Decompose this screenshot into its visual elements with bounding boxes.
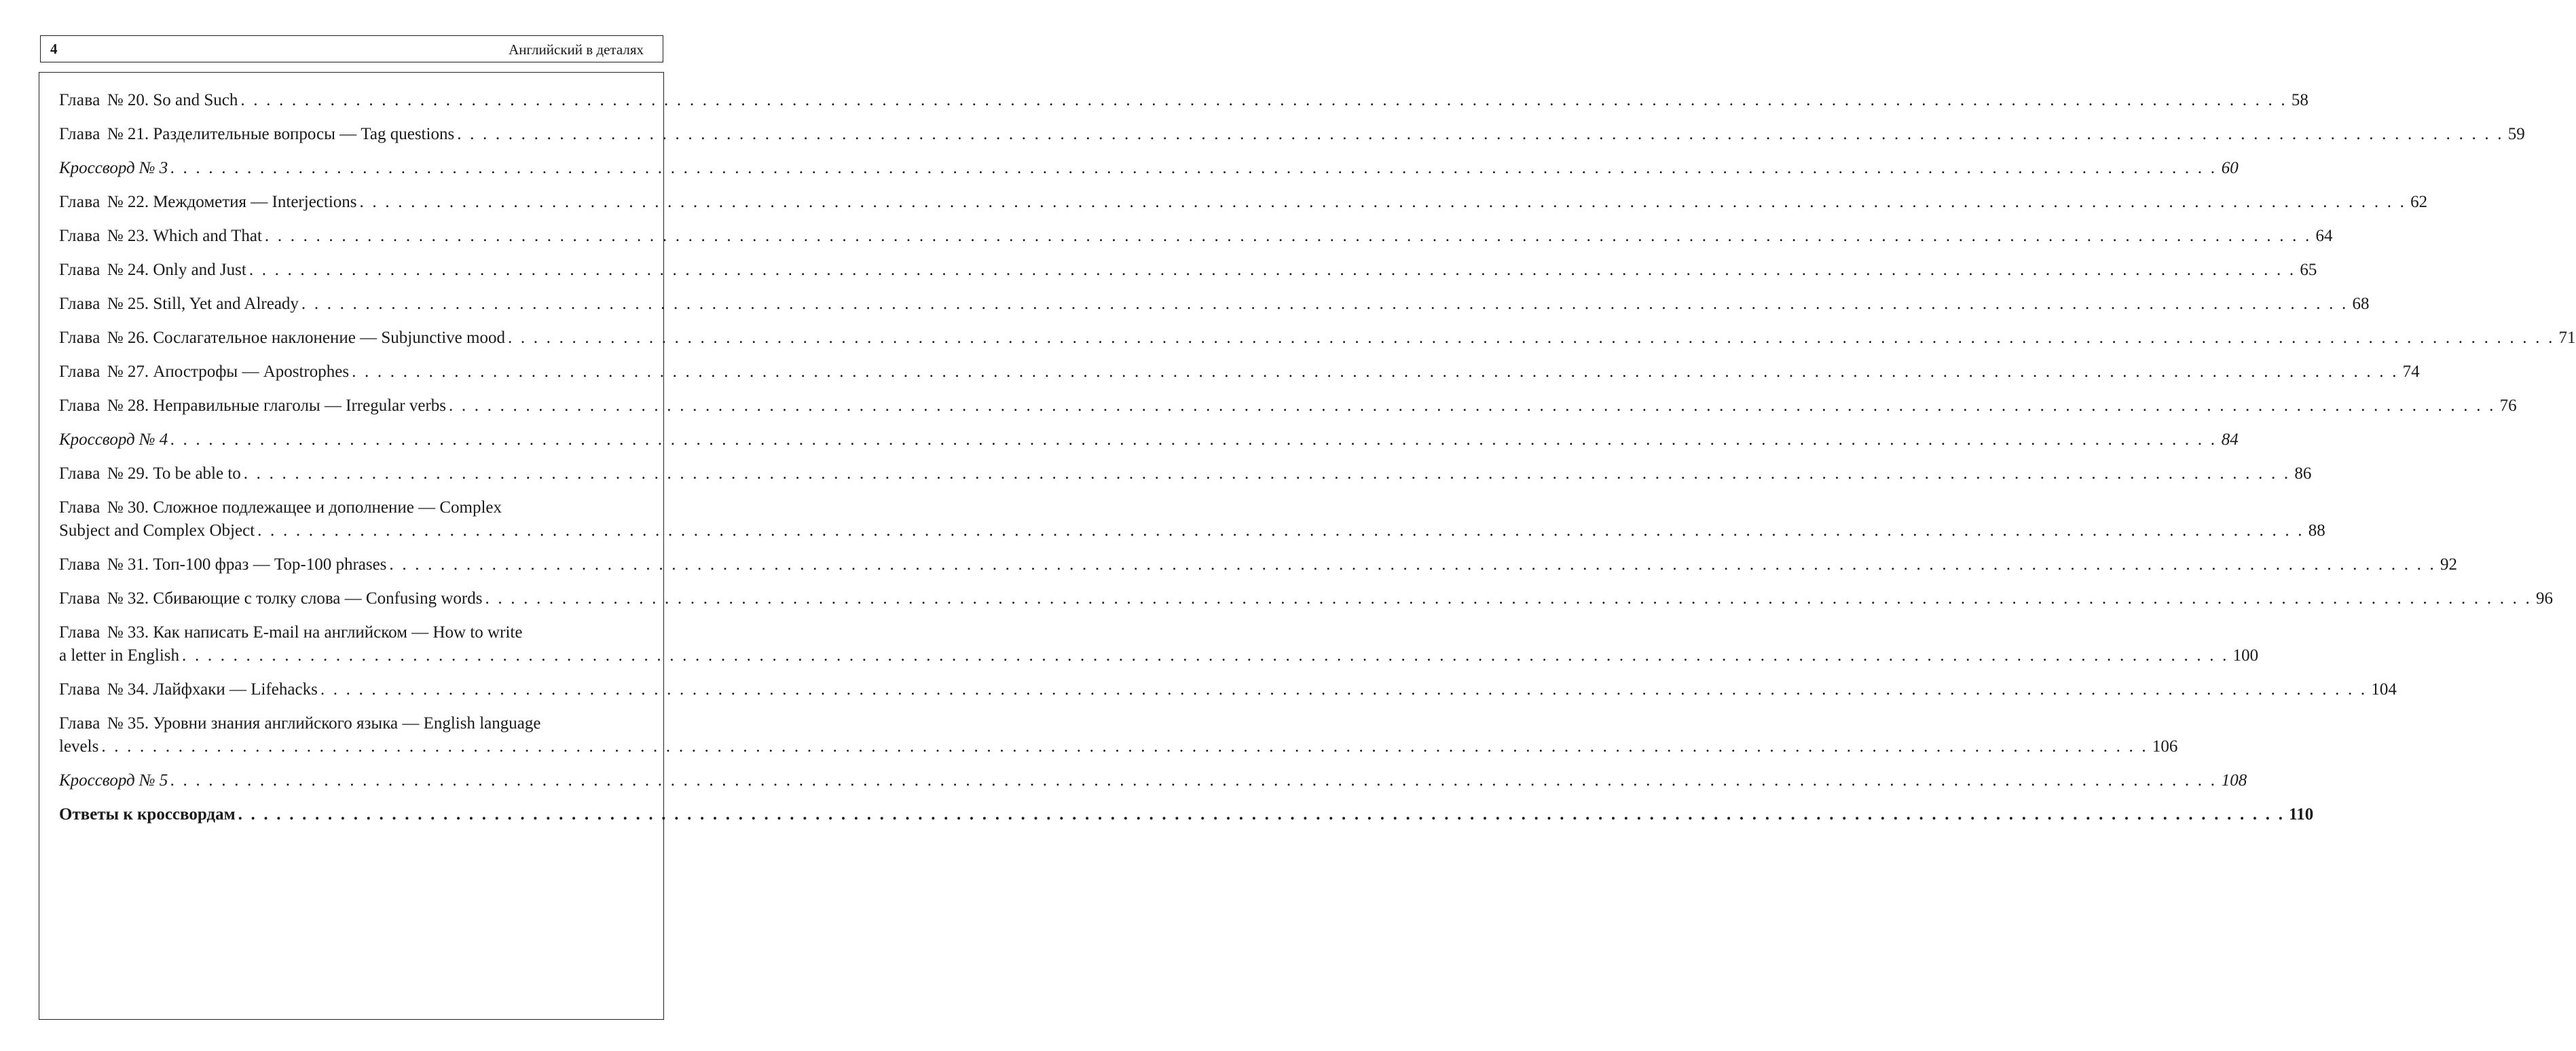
toc-entry-row	[59, 769, 2247, 792]
dot-leader: . . . . . . . . . . . . . . . . . . . . . . . . . . . . . . . . . . . . . . . . . . . . . . . . . . . . . . . . . . . . . . . . . . . . . . . . . . . . . . . . . . . . . . . . . . . . . . . . . . . . . . . . . . . . . . . . . . . . . . . . . . . . . . . . . . . . . . . . . . . . . . . . . . . . . . . . . . . . . . . .	[170, 159, 2218, 177]
dot-leader: . . . . . . . . . . . . . . . . . . . . . . . . . . . . . . . . . . . . . . . . . . . . . . . . . . . . . . . . . . . . . . . . . . . . . . . . . . . . . . . . . . . . . . . . . . . . . . . . . . . . . . . . . . . . . . . . . . . . . . . . . . . . . . . . . . . . . . . . . . . . . . . . . . . . . . . . . . . . . . . .	[101, 737, 2148, 756]
toc-entry-row	[59, 293, 2370, 316]
dot-leader: . . . . . . . . . . . . . . . . . . . . . . . . . . . . . . . . . . . . . . . . . . . . . . . . . . . . . . . . . . . . . . . . . . . . . . . . . . . . . . . . . . . . . . . . . . . . . . . . . . . . . . . . . . . . . . . . . . . . . . . . . . . . . . . . . . . . . . . . . . . . . . . . . . . . . . . . . . . . . . . .	[389, 555, 2436, 574]
toc-entry-title-text: № 32. Сбивающие с толку слова — Confusing words	[107, 589, 483, 608]
toc-entry-page: 60	[2221, 159, 2239, 177]
dot-leader: . . . . . . . . . . . . . . . . . . . . . . . . . . . . . . . . . . . . . . . . . . . . . . . . . . . . . . . . . . . . . . . . . . . . . . . . . . . . . . . . . . . . . . . . . . . . . . . . . . . . . . . . . . . . . . . . . . . . . . . . . . . . . . . . . . . . . . . . . . . . . . . . . . . . . . . . . . . . . . . .	[249, 261, 2296, 279]
toc-entry-title	[59, 394, 449, 418]
dot-leader: . . . . . . . . . . . . . . . . . . . . . . . . . . . . . . . . . . . . . . . . . . . . . . . . . . . . . . . . . . . . . . . . . . . . . . . . . . . . . . . . . . . . . . . . . . . . . . . . . . . . . . . . . . . . . . . . . . . . . . . . . . . . . . . . . . . . . . . . . . . . . . . . . . . . . . . . . . . . . . . .	[352, 363, 2399, 381]
toc-entry-page: 76	[2499, 397, 2517, 415]
toc-entry-page: 108	[2221, 771, 2247, 790]
toc-entry-title-line1: № 35. Уровни знания английского языка — English language	[107, 714, 541, 733]
chapter-prefix: Глава	[59, 125, 100, 143]
toc-entry	[59, 123, 2525, 146]
toc-entry-title-text: a letter in English	[59, 646, 180, 665]
chapter-prefix: Глава	[59, 589, 100, 608]
toc-entry-title-text: Ответы к кроссвордам	[59, 805, 236, 824]
toc-entry-title	[59, 327, 508, 350]
toc-entry-title	[59, 259, 249, 282]
toc-entry-page: 74	[2402, 363, 2420, 381]
toc-entry-title	[59, 123, 457, 146]
toc-entry-first-line	[59, 712, 646, 735]
toc-entry	[59, 327, 2576, 350]
toc-entry-row	[59, 462, 2312, 485]
toc-entry-title	[59, 735, 101, 758]
toc-entry-first-line	[59, 621, 646, 644]
toc-entry-row	[59, 157, 2239, 180]
toc-entry-row	[59, 361, 2420, 384]
dot-leader: . . . . . . . . . . . . . . . . . . . . . . . . . . . . . . . . . . . . . . . . . . . . . . . . . . . . . . . . . . . . . . . . . . . . . . . . . . . . . . . . . . . . . . . . . . . . . . . . . . . . . . . . . . . . . . . . . . . . . . . . . . . . . . . . . . . . . . . . . . . . . . . . . . . . . . . . . . . . . . . .	[485, 589, 2532, 608]
toc-entry-page: 59	[2507, 125, 2525, 143]
toc-entry-page: 58	[2291, 91, 2308, 109]
toc-entry-row	[59, 327, 2576, 350]
toc-entry-row	[59, 587, 2553, 610]
toc-entry-row	[59, 519, 2325, 542]
chapter-prefix: Глава	[59, 714, 100, 733]
dot-leader: . . . . . . . . . . . . . . . . . . . . . . . . . . . . . . . . . . . . . . . . . . . . . . . . . . . . . . . . . . . . . . . . . . . . . . . . . . . . . . . . . . . . . . . . . . . . . . . . . . . . . . . . . . . . . . . . . . . . . . . . . . . . . . . . . . . . . . . . . . . . . . . . . . . . . . . . . . . . . . . .	[457, 125, 2504, 143]
toc-entry-title	[59, 157, 170, 180]
toc-entry	[59, 712, 2178, 758]
toc-entry-title	[59, 553, 389, 576]
toc-entry-page: 86	[2294, 464, 2312, 483]
toc-entry-page: 96	[2536, 589, 2553, 608]
toc-entry-row	[59, 191, 2428, 214]
chapter-prefix: Глава	[59, 680, 100, 699]
toc-entry-row	[59, 735, 2178, 758]
toc-entry-page: 100	[2232, 646, 2259, 665]
toc-entry-title	[59, 587, 485, 610]
toc-entry-title-text: Кроссворд № 5	[59, 771, 168, 790]
dot-leader: . . . . . . . . . . . . . . . . . . . . . . . . . . . . . . . . . . . . . . . . . . . . . . . . . . . . . . . . . . . . . . . . . . . . . . . . . . . . . . . . . . . . . . . . . . . . . . . . . . . . . . . . . . . . . . . . . . . . . . . . . . . . . . . . . . . . . . . . . . . . . . . . . . . . . . . . . . . . . . . .	[257, 521, 2304, 540]
chapter-prefix: Глава	[59, 227, 100, 245]
toc-entry-title-text: № 34. Лайфхаки — Lifehacks	[107, 680, 318, 699]
toc-entry-page: 62	[2410, 193, 2428, 211]
toc-entry-title-text: Кроссворд № 4	[59, 430, 168, 449]
book-title: Английский в деталях	[509, 41, 644, 58]
toc-entry-title-text: № 21. Разделительные вопросы — Tag questions	[107, 125, 455, 143]
toc-entry	[59, 191, 2428, 214]
toc-entry-row	[59, 803, 2314, 826]
toc-entry-title-text: № 29. To be able to	[107, 464, 241, 483]
toc-entry-page: 71	[2558, 329, 2576, 347]
toc-entry-page: 68	[2352, 295, 2370, 313]
toc-entry-title-line1: № 33. Как написать E-mail на английском — How to write	[107, 623, 523, 642]
dot-leader: . . . . . . . . . . . . . . . . . . . . . . . . . . . . . . . . . . . . . . . . . . . . . . . . . . . . . . . . . . . . . . . . . . . . . . . . . . . . . . . . . . . . . . . . . . . . . . . . . . . . . . . . . . . . . . . . . . . . . . . . . . . . . . . . . . . . . . . . . . . . . . . . . . . . . . . . . . . . . . . .	[240, 91, 2287, 109]
chapter-prefix: Глава	[59, 91, 100, 109]
toc-entry	[59, 678, 2397, 701]
toc-entry	[59, 496, 2325, 542]
dot-leader: . . . . . . . . . . . . . . . . . . . . . . . . . . . . . . . . . . . . . . . . . . . . . . . . . . . . . . . . . . . . . . . . . . . . . . . . . . . . . . . . . . . . . . . . . . . . . . . . . . . . . . . . . . . . . . . . . . . . . . . . . . . . . . . . . . . . . . . . . . . . . . . . . . . . . . . . . . . . . . . .	[170, 771, 2218, 790]
dot-leader: . . . . . . . . . . . . . . . . . . . . . . . . . . . . . . . . . . . . . . . . . . . . . . . . . . . . . . . . . . . . . . . . . . . . . . . . . . . . . . . . . . . . . . . . . . . . . . . . . . . . . . . . . . . . . . . . . . . . . . . . . . . . . . . . . . . . . . . . . . . . . . . . . . . . . . . . . . . . . . . .	[264, 227, 2312, 245]
toc-entry-title	[59, 361, 352, 384]
toc-entry	[59, 462, 2312, 485]
toc-entry-title-text: № 31. Топ-100 фраз — Top-100 phrases	[107, 555, 387, 574]
toc-entry-first-line	[59, 496, 646, 519]
toc-entry	[59, 621, 2259, 667]
running-header	[40, 35, 663, 62]
toc-entry-page: 92	[2440, 555, 2457, 574]
toc-entry-title-text: № 24. Only and Just	[107, 261, 246, 279]
toc-entry-title	[59, 519, 257, 542]
toc-entry	[59, 157, 2239, 180]
toc-entry-row	[59, 644, 2259, 667]
toc-entry-row	[59, 225, 2333, 248]
toc-frame	[39, 72, 2576, 1020]
chapter-prefix: Глава	[59, 555, 100, 574]
toc-entry	[59, 553, 2457, 576]
toc-entry-title	[59, 225, 265, 248]
toc-entry-title-text: № 26. Сослагательное наклонение — Subjunctive mood	[107, 329, 505, 347]
toc-entry	[59, 769, 2247, 792]
toc-entry-title-text: Subject and Complex Object	[59, 521, 255, 540]
toc-entry-title	[59, 462, 244, 485]
dot-leader: . . . . . . . . . . . . . . . . . . . . . . . . . . . . . . . . . . . . . . . . . . . . . . . . . . . . . . . . . . . . . . . . . . . . . . . . . . . . . . . . . . . . . . . . . . . . . . . . . . . . . . . . . . . . . . . . . . . . . . . . . . . . . . . . . . . . . . . . . . . . . . . . . . . . . . . . . . . . . . . .	[301, 295, 2349, 313]
chapter-prefix: Глава	[59, 464, 100, 483]
toc-entry	[59, 394, 2517, 418]
toc-entry-row	[59, 553, 2457, 576]
toc-entry	[59, 587, 2553, 610]
toc-entry	[59, 259, 2317, 282]
toc-entry	[59, 361, 2420, 384]
dot-leader: . . . . . . . . . . . . . . . . . . . . . . . . . . . . . . . . . . . . . . . . . . . . . . . . . . . . . . . . . . . . . . . . . . . . . . . . . . . . . . . . . . . . . . . . . . . . . . . . . . . . . . . . . . . . . . . . . . . . . . . . . . . . . . . . . . . . . . . . . . . . . . . . . . . . . . . . . . . . . . . .	[507, 329, 2555, 347]
chapter-prefix: Глава	[59, 363, 100, 381]
toc-entry-page: 110	[2289, 805, 2314, 824]
toc-entry-row	[59, 394, 2517, 418]
toc-entry-page: 84	[2221, 430, 2239, 449]
dot-leader: . . . . . . . . . . . . . . . . . . . . . . . . . . . . . . . . . . . . . . . . . . . . . . . . . . . . . . . . . . . . . . . . . . . . . . . . . . . . . . . . . . . . . . . . . . . . . . . . . . . . . . . . . . . . . . . . . . . . . . . . . . . . . . . . . . . . . . . . . . . . . . . . . . . . . . . . . . . . . . . .	[359, 193, 2407, 211]
toc-entry	[59, 89, 2308, 112]
chapter-prefix: Глава	[59, 397, 100, 415]
toc-entry-title	[59, 678, 320, 701]
toc-entry-title	[59, 428, 170, 451]
toc-entry-row	[59, 89, 2308, 112]
toc-entry-title	[59, 293, 301, 316]
toc-entry-title-text: № 23. Which and That	[107, 227, 262, 245]
toc-entry-title-text: levels	[59, 737, 99, 756]
table-of-contents	[59, 89, 2576, 837]
toc-entry	[59, 225, 2333, 248]
toc-entry-title-line1: № 30. Сложное подлежащее и дополнение — Complex	[107, 498, 502, 517]
dot-leader: . . . . . . . . . . . . . . . . . . . . . . . . . . . . . . . . . . . . . . . . . . . . . . . . . . . . . . . . . . . . . . . . . . . . . . . . . . . . . . . . . . . . . . . . . . . . . . . . . . . . . . . . . . . . . . . . . . . . . . . . . . . . . . . . . . . . . . . . . . . . . . . . . . . . . . . . . . . . . . . .	[238, 805, 2285, 824]
toc-entry-row	[59, 259, 2317, 282]
toc-entry-title	[59, 89, 240, 112]
toc-entry-page: 104	[2371, 680, 2397, 699]
dot-leader: . . . . . . . . . . . . . . . . . . . . . . . . . . . . . . . . . . . . . . . . . . . . . . . . . . . . . . . . . . . . . . . . . . . . . . . . . . . . . . . . . . . . . . . . . . . . . . . . . . . . . . . . . . . . . . . . . . . . . . . . . . . . . . . . . . . . . . . . . . . . . . . . . . . . . . . . . . . . . . . .	[320, 680, 2368, 699]
page-number: 4	[50, 41, 58, 57]
toc-entry-title	[59, 803, 238, 826]
toc-entry-title	[59, 769, 170, 792]
toc-entry-title-text: № 27. Апострофы — Apostrophes	[107, 363, 350, 381]
toc-entry-row	[59, 428, 2239, 451]
chapter-prefix: Глава	[59, 295, 100, 313]
toc-entry	[59, 428, 2239, 451]
toc-entry-title-text: № 22. Междометия — Interjections	[107, 193, 357, 211]
chapter-prefix: Глава	[59, 261, 100, 279]
toc-entry	[59, 293, 2370, 316]
chapter-prefix: Глава	[59, 329, 100, 347]
toc-entry-title-text: № 25. Still, Yet and Already	[107, 295, 299, 313]
dot-leader: . . . . . . . . . . . . . . . . . . . . . . . . . . . . . . . . . . . . . . . . . . . . . . . . . . . . . . . . . . . . . . . . . . . . . . . . . . . . . . . . . . . . . . . . . . . . . . . . . . . . . . . . . . . . . . . . . . . . . . . . . . . . . . . . . . . . . . . . . . . . . . . . . . . . . . . . . . . . . . . .	[243, 464, 2291, 483]
toc-entry	[59, 803, 2314, 826]
toc-entry-row	[59, 123, 2525, 146]
toc-entry-row	[59, 678, 2397, 701]
toc-entry-page: 64	[2315, 227, 2333, 245]
toc-entry-title-text: № 28. Неправильные глаголы — Irregular verbs	[107, 397, 446, 415]
dot-leader: . . . . . . . . . . . . . . . . . . . . . . . . . . . . . . . . . . . . . . . . . . . . . . . . . . . . . . . . . . . . . . . . . . . . . . . . . . . . . . . . . . . . . . . . . . . . . . . . . . . . . . . . . . . . . . . . . . . . . . . . . . . . . . . . . . . . . . . . . . . . . . . . . . . . . . . . . . . . . . . .	[182, 646, 2229, 665]
toc-entry-title	[59, 191, 360, 214]
chapter-prefix: Глава	[59, 498, 100, 517]
toc-entry-page: 106	[2152, 737, 2178, 756]
toc-entry-page: 88	[2308, 521, 2325, 540]
dot-leader: . . . . . . . . . . . . . . . . . . . . . . . . . . . . . . . . . . . . . . . . . . . . . . . . . . . . . . . . . . . . . . . . . . . . . . . . . . . . . . . . . . . . . . . . . . . . . . . . . . . . . . . . . . . . . . . . . . . . . . . . . . . . . . . . . . . . . . . . . . . . . . . . . . . . . . . . . . . . . . . .	[449, 397, 2496, 415]
toc-entry-title	[59, 644, 182, 667]
dot-leader: . . . . . . . . . . . . . . . . . . . . . . . . . . . . . . . . . . . . . . . . . . . . . . . . . . . . . . . . . . . . . . . . . . . . . . . . . . . . . . . . . . . . . . . . . . . . . . . . . . . . . . . . . . . . . . . . . . . . . . . . . . . . . . . . . . . . . . . . . . . . . . . . . . . . . . . . . . . . . . . .	[170, 430, 2218, 449]
chapter-prefix: Глава	[59, 193, 100, 211]
toc-entry-title-text: № 20. So and Such	[107, 91, 238, 109]
toc-entry-title-text: Кроссворд № 3	[59, 159, 168, 177]
chapter-prefix: Глава	[59, 623, 100, 642]
toc-entry-page: 65	[2300, 261, 2317, 279]
